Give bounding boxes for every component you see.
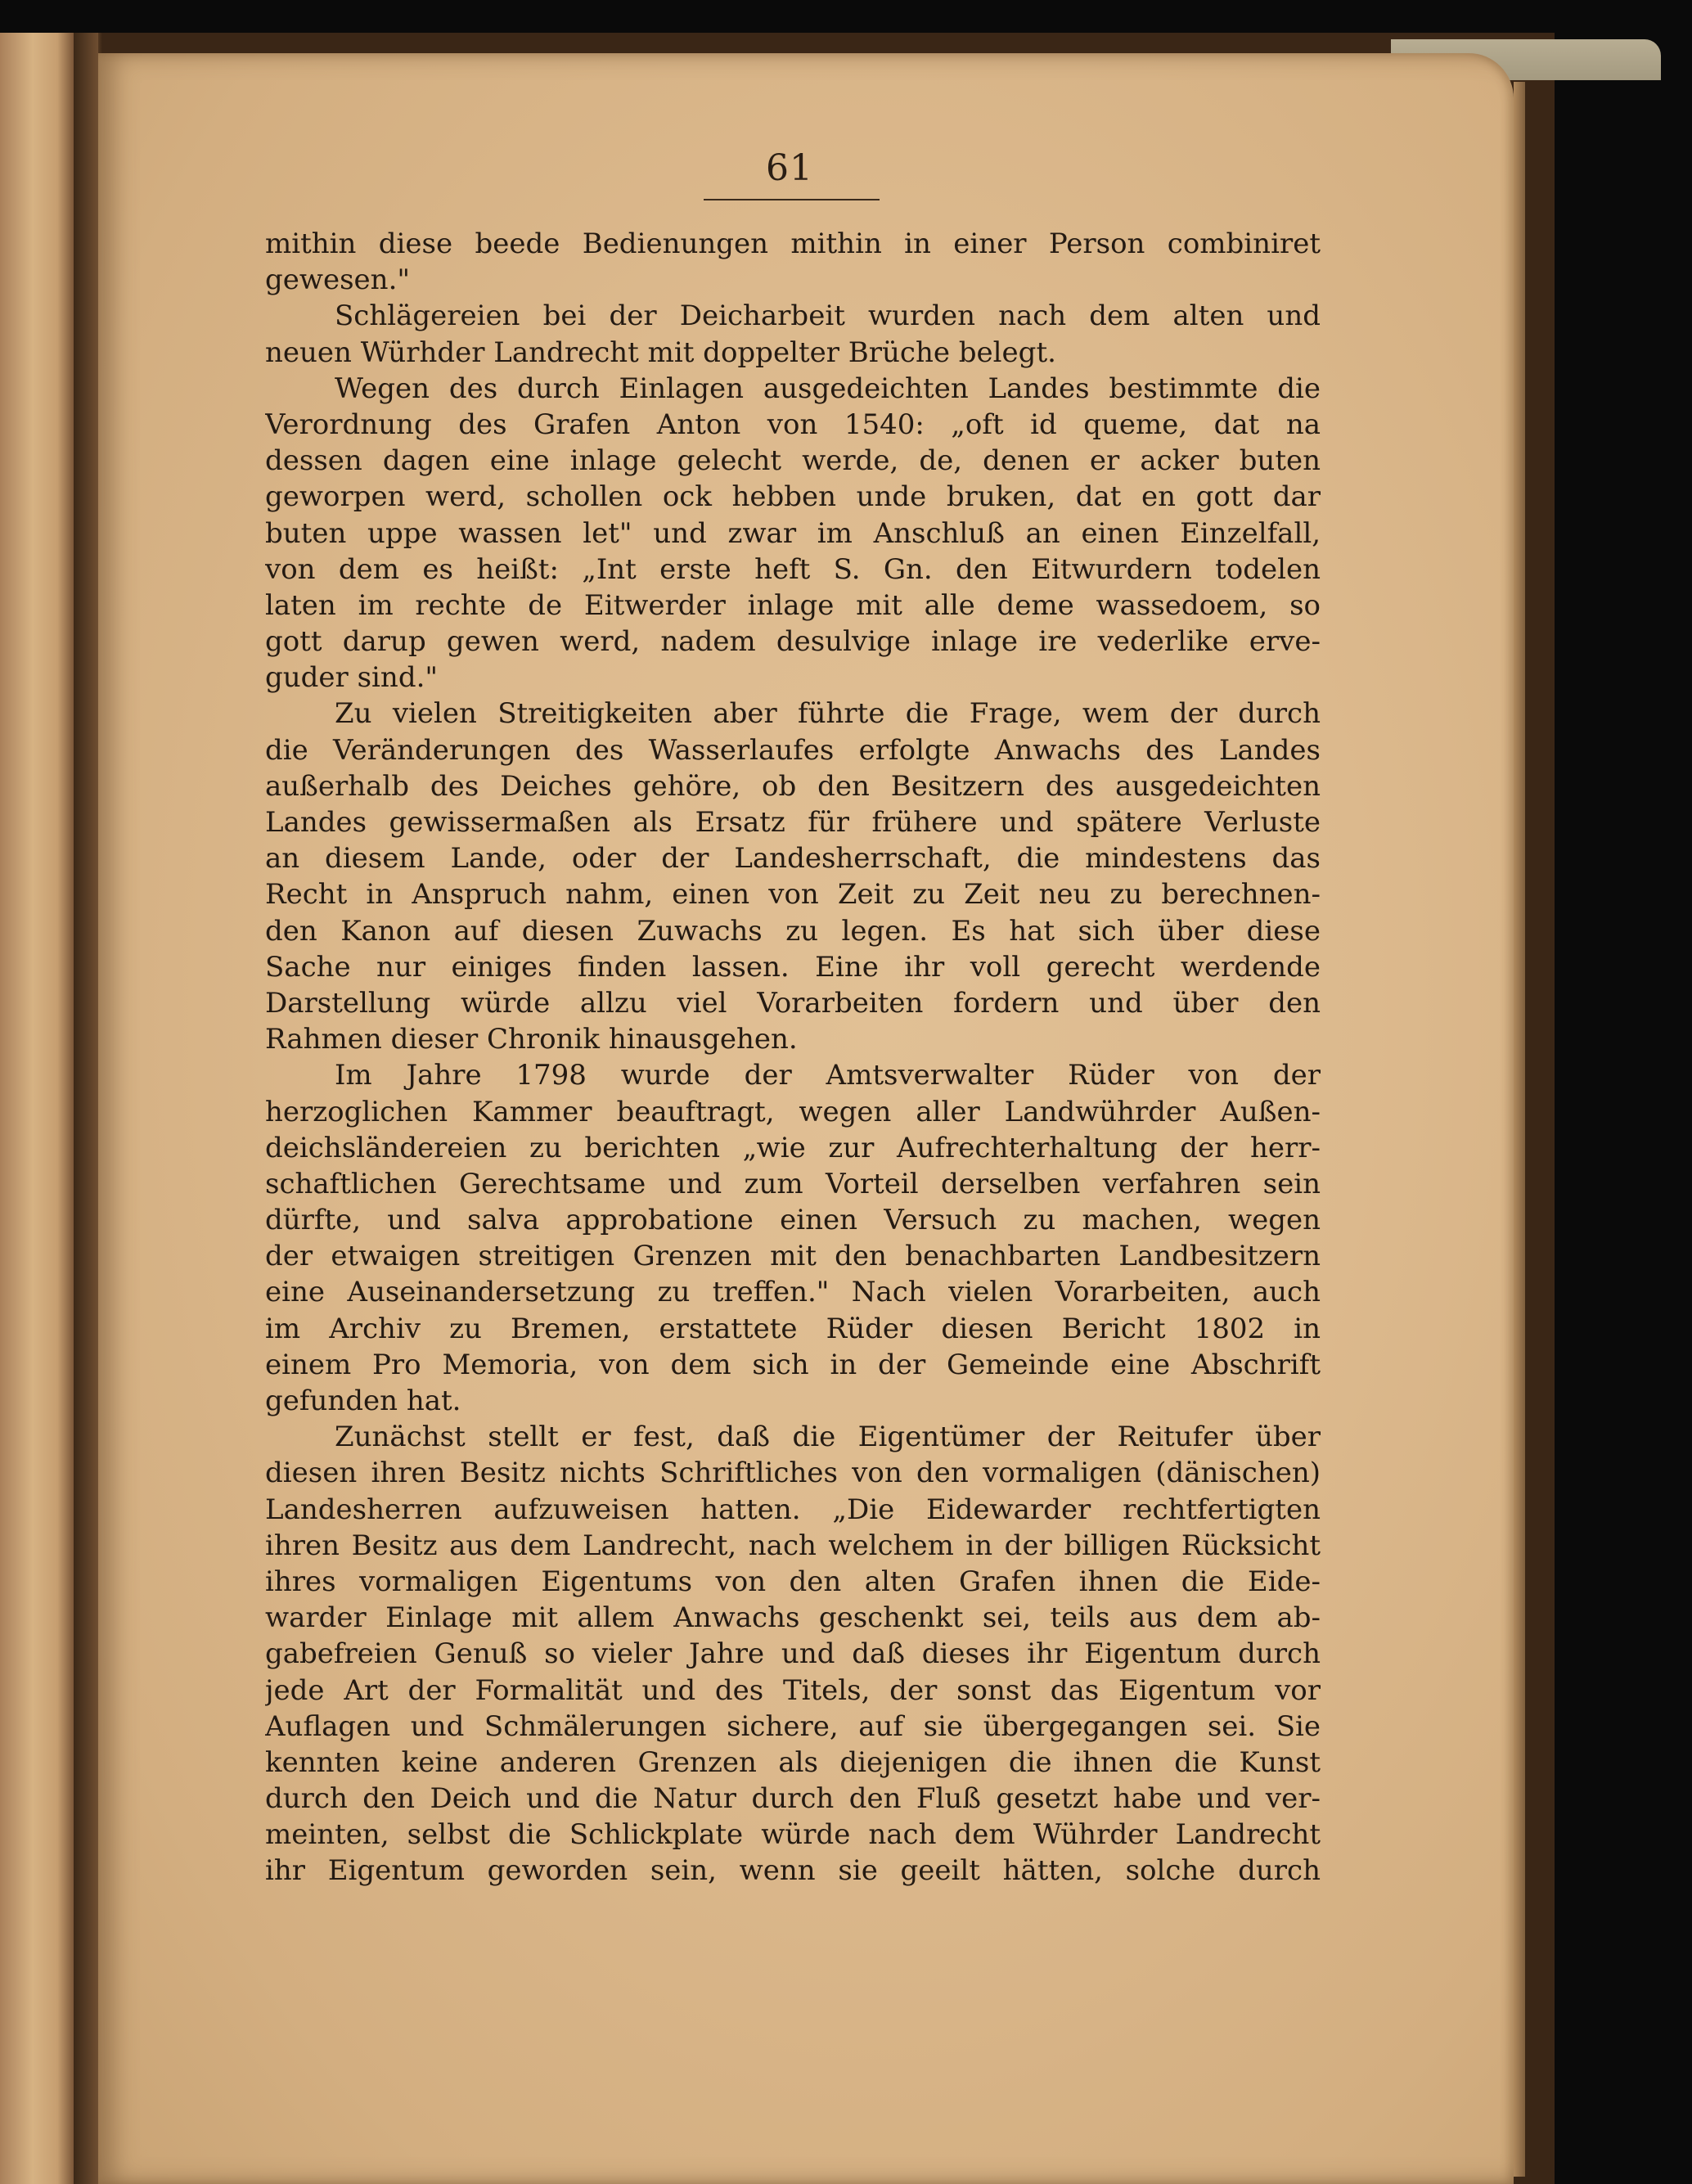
text-line: warder Einlage mit allem Anwachs geschenkt sei, teils aus dem ab- [265, 1601, 1321, 1635]
text-line: die Veränderungen des Wasserlaufes erfolgte Anwachs des Landes [265, 733, 1321, 767]
text-line: mithin diese beede Bedienungen mithin in einer Person combiniret [265, 227, 1321, 260]
text-line: gott darup gewen werd, nadem desulvige inlage ire vederlike erve- [265, 625, 1321, 659]
text-line: Recht in Anspruch nahm, einen von Zeit zu Zeit neu zu berechnen- [265, 878, 1321, 912]
text-line: den Kanon auf diesen Zuwachs zu legen. Es hat sich über diese [265, 914, 1321, 948]
text-line: außerhalb des Deiches gehöre, ob den Besitzern des ausgedeichten [265, 769, 1321, 803]
text-line: durch den Deich und die Natur durch den Fluß gesetzt habe und ver- [265, 1782, 1321, 1816]
text-line: deichsländereien zu berichten „wie zur Aufrechterhaltung der herr- [265, 1131, 1321, 1164]
text-line: gabefreien Genuß so vieler Jahre und daß dieses ihr Eigentum durch [265, 1637, 1321, 1671]
text-line: Zu vielen Streitigkeiten aber führte die Frage, wem der durch [335, 697, 1321, 731]
text-line: geworpen werd, schollen ock hebben unde bruken, dat en gott dar [265, 480, 1321, 514]
text-line: der etwaigen streitigen Grenzen mit den benachbarten Landbesitzern [265, 1240, 1321, 1273]
text-line: herzoglichen Kammer beauftragt, wegen aller Landwührder Außen- [265, 1095, 1321, 1128]
text-line: von dem es heißt: „Int erste heft S. Gn. den Eitwurdern todelen [265, 552, 1321, 586]
text-line: jede Art der Formalität und des Titels, der sonst das Eigentum vor [265, 1673, 1321, 1707]
body-text [265, 226, 1321, 1889]
text-line: Darstellung würde allzu viel Vorarbeiten fordern und über den [265, 986, 1321, 1020]
text-line: eine Auseinandersetzung zu treffen." Nach vielen Vorarbeiten, auch [265, 1276, 1321, 1309]
text-line: guder sind." [265, 661, 439, 695]
text-line: diesen ihren Besitz nichts Schriftliches von den vormaligen (dänischen) [265, 1457, 1321, 1490]
page-fore-edge [1514, 82, 1525, 2177]
text-line: im Archiv zu Bremen, erstattete Rüder diesen Bericht 1802 in [265, 1312, 1321, 1345]
text-line: Sache nur einiges finden lassen. Eine ihr voll gerecht werdende [265, 950, 1321, 984]
text-line: dürfte, und salva approbatione einen Versuch zu machen, wegen [265, 1204, 1321, 1237]
text-line: laten im rechte de Eitwerder inlage mit alle deme wassedoem, so [265, 588, 1321, 622]
text-line: ihres vormaligen Eigentums von den alten Grafen ihnen die Eide- [265, 1565, 1321, 1598]
text-line: Landes gewissermaßen als Ersatz für frühere und spätere Verluste [265, 806, 1321, 839]
text-line: Verordnung des Grafen Anton von 1540: „oft id queme, dat na [265, 408, 1321, 441]
text-line: Wegen des durch Einlagen ausgedeichten Landes bestimmte die [335, 372, 1321, 405]
text-line: Rahmen dieser Chronik hinausgehen. [265, 1023, 798, 1056]
text-line: buten uppe wassen let" und zwar im Anschluß an einen Einzelfall, [265, 516, 1321, 550]
text-line: kennten keine anderen Grenzen als diejenigen die ihnen die Kunst [265, 1745, 1321, 1779]
text-line: Im Jahre 1798 wurde der Amtsverwalter Rüder von der [335, 1059, 1321, 1092]
text-line: gewesen." [265, 263, 411, 297]
header-rule [704, 199, 880, 200]
book-gutter [74, 33, 98, 2184]
text-line: Landesherren aufzuweisen hatten. „Die Eidewarder rechtfertigten [265, 1493, 1321, 1526]
text-line: ihr Eigentum geworden sein, wenn sie geeilt hätten, solche durch [265, 1854, 1321, 1888]
text-line: Auflagen und Schmälerungen sichere, auf sie übergegangen sei. Sie [265, 1709, 1321, 1743]
text-line: dessen dagen eine inlage gelecht werde, de, denen er acker buten [265, 444, 1321, 478]
text-line: Zunächst stellt er fest, daß die Eigentümer der Reitufer über [335, 1421, 1321, 1454]
text-line: Schlägereien bei der Deicharbeit wurden nach dem alten und [335, 299, 1321, 333]
text-line: gefunden hat. [265, 1385, 461, 1417]
text-line: einem Pro Memoria, von dem sich in der Gemeinde eine Abschrift [265, 1348, 1321, 1381]
text-line: schaftlichen Gerechtsame und zum Vorteil derselben verfahren sein [265, 1167, 1321, 1200]
text-line: an diesem Lande, oder der Landesherrschaft, die mindestens das [265, 842, 1321, 876]
text-line: meinten, selbst die Schlickplate würde nach dem Wührder Landrecht [265, 1818, 1321, 1852]
text-line: neuen Würhder Landrecht mit doppelter Brüche belegt. [265, 335, 1056, 369]
facing-page-edge [0, 33, 74, 2184]
text-line: ihren Besitz aus dem Landrecht, nach welchem in der billigen Rücksicht [265, 1529, 1321, 1562]
page-number: 61 [766, 147, 813, 189]
